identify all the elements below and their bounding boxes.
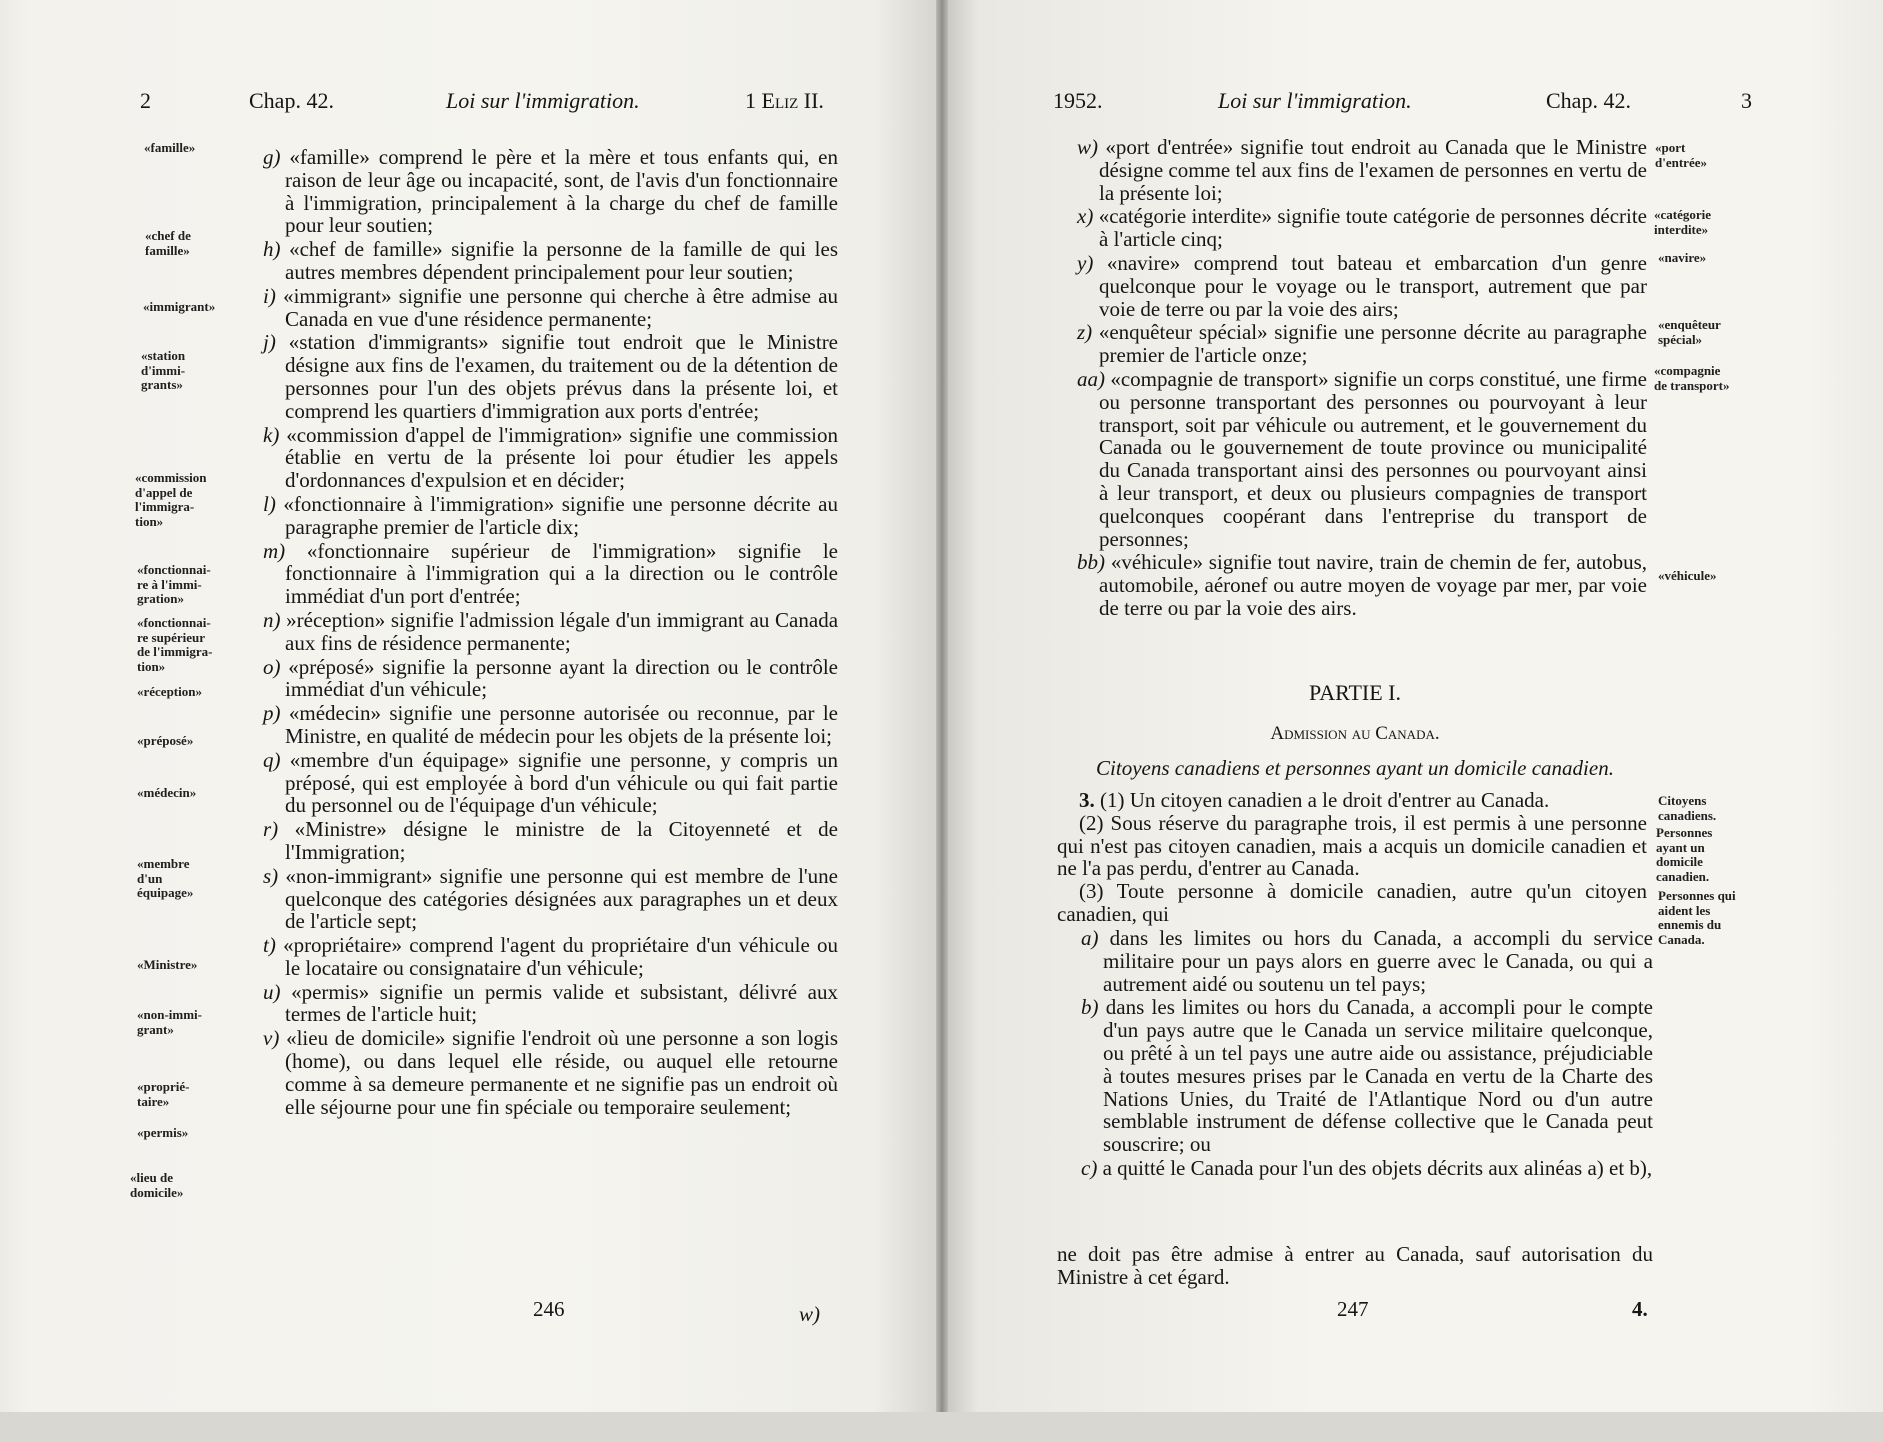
margin-note	[144, 141, 195, 156]
definition-entry	[263, 609, 838, 655]
margin-note-line: interdite»	[1654, 221, 1709, 237]
section-number: 3.	[1079, 788, 1095, 812]
margin-note-line: domicile»	[130, 1184, 184, 1200]
margin-note	[1658, 794, 1716, 823]
margin-note	[137, 1126, 188, 1141]
entry-label: m)	[263, 538, 286, 563]
entry-label: bb)	[1077, 550, 1105, 575]
entry-text: «préposé» signifie la personne ayant la direction ou le contrôle immédiat d'un véhicule;	[285, 654, 838, 702]
left-page-number: 2	[140, 88, 151, 113]
definition-entry	[263, 865, 838, 933]
margin-note-line: «famille»	[144, 140, 196, 155]
entry-label: y)	[1077, 250, 1094, 275]
margin-note-line: Citoyens	[1658, 793, 1707, 808]
entry-label: q)	[263, 747, 281, 772]
margin-note-line: «Ministre»	[137, 957, 198, 972]
definition-entry	[263, 331, 838, 422]
margin-note	[137, 857, 193, 901]
entry-label: c)	[1081, 1155, 1098, 1180]
entry-text: a quitté le Canada pour l'un des objets décrits aux alinéas a) et b),	[1102, 1155, 1653, 1180]
entry-text: «médecin» signifie une personne autorisée ou reconnue, par le Ministre, en qualité de médecin pour les objets de la présente loi;	[285, 701, 838, 748]
margin-note-line: «enquêteur	[1658, 317, 1721, 332]
entry-label: b)	[1081, 995, 1099, 1020]
entry-text: «immigrant» signifie une personne qui cherche à être admise au Canada en vue d'une résidence permanente;	[283, 283, 839, 331]
definition-entry	[263, 981, 838, 1027]
entry-text: «port d'entrée» signifie tout endroit au Canada que le Ministre désigne comme tel aux fins de l'examen de personnes en vertu de la présente loi;	[1099, 135, 1647, 205]
margin-note-line: grants»	[141, 377, 183, 392]
margin-note-line: tion»	[135, 513, 164, 529]
entry-label: o)	[263, 654, 281, 679]
margin-note	[143, 300, 215, 315]
definition-entry	[263, 1027, 838, 1118]
entry-text: «non-immigrant» signifie une personne qui est membre de l'une quelconque des catégories désignées aux paragraphes un et deux de l'article sept;	[285, 863, 839, 934]
right-running-title: Loi sur l'immigration.	[1218, 88, 1412, 113]
margin-note-line: famille»	[145, 242, 190, 258]
entry-text: «membre d'un équipage» signifie une personne, y compris un préposé, qui est employée à bord d'un véhicule ou qui fait partie du personnel ou de l'équipage d'un véhicule;	[285, 747, 838, 818]
entry-label: i)	[263, 283, 276, 308]
margin-note	[135, 471, 207, 529]
part-heading: PARTIE I.	[1309, 680, 1401, 705]
margin-note	[137, 958, 197, 973]
entry-label: z)	[1077, 320, 1093, 345]
margin-note-line: gration»	[137, 591, 184, 606]
margin-note-line: «véhicule»	[1658, 568, 1717, 583]
margin-note-line: canadiens.	[1658, 807, 1717, 823]
definition-entry	[1081, 996, 1653, 1156]
margin-note-line: d'entrée»	[1655, 154, 1707, 170]
margin-note	[1656, 826, 1712, 884]
left-footer-folio: 246	[533, 1297, 565, 1321]
left-chapter: Chap. 42.	[249, 88, 334, 113]
margin-note-line: «proprié-	[137, 1079, 190, 1094]
margin-note	[1658, 318, 1721, 347]
margin-note-line: d'appel de	[135, 484, 193, 500]
right-catchword: 4.	[1632, 1297, 1648, 1321]
margin-note-line: re supérieur	[137, 629, 205, 645]
margin-note-line: d'immi-	[141, 362, 186, 378]
book-gutter	[936, 0, 948, 1442]
definition-entry	[263, 424, 838, 492]
margin-note	[1658, 889, 1736, 947]
margin-note-line: Personnes	[1656, 825, 1713, 840]
entry-label: x)	[1077, 204, 1094, 229]
margin-note-line: grant»	[137, 1021, 174, 1037]
definition-entry	[1077, 368, 1647, 550]
margin-note-line: «navire»	[1658, 250, 1707, 265]
entry-label: r)	[263, 817, 279, 842]
left-running-title: Loi sur l'immigration.	[446, 88, 640, 113]
right-footer-folio: 247	[1337, 1297, 1369, 1321]
section-heading: Admission au Canada.	[1270, 723, 1440, 744]
definition-entry	[263, 493, 838, 539]
margin-note	[137, 1080, 189, 1109]
entry-text: «famille» comprend le père et la mère et tous enfants qui, en raison de leur âge ou incapacité, sont, de l'avis d'un fonctionnaire à l'immigration, principalement à la charge du chef de famille pour leur soutien;	[285, 145, 838, 238]
margin-note-line: «préposé»	[137, 733, 194, 748]
margin-note	[1658, 251, 1706, 266]
entry-label: g)	[263, 145, 281, 169]
entry-text: «commission d'appel de l'immigration» signifie une commission établie en vertu de la présente loi pour étudier les appels d'ordonnances d'expulsion et en décider;	[285, 422, 838, 493]
entry-label: t)	[263, 933, 276, 958]
margin-note-line: ayant un	[1656, 839, 1705, 855]
margin-note-line: «chef de	[145, 228, 191, 243]
margin-note	[141, 349, 185, 393]
definition-entry	[263, 656, 838, 702]
margin-note	[137, 734, 193, 749]
margin-note-line: spécial»	[1658, 331, 1703, 347]
definition-entry	[1077, 252, 1647, 320]
margin-note	[137, 685, 202, 700]
definition-entry	[1077, 551, 1647, 619]
entry-text: «chef de famille» signifie la personne de la famille de qui les autres membres dépendent principalement pour leur soutien;	[285, 237, 839, 284]
entry-text: dans les limites ou hors du Canada, a accompli du service militaire pour un pays alors en guerre avec le Canada, ou qui a autrement aidé ou soutenu un tel pays;	[1103, 926, 1653, 996]
definition-entry	[263, 749, 838, 817]
margin-note	[137, 1008, 202, 1037]
margin-note-line: l'immigra-	[135, 499, 195, 514]
margin-note	[1655, 141, 1707, 170]
left-definitions	[263, 146, 838, 1119]
margin-note-line: taire»	[137, 1093, 170, 1109]
margin-note-line: domicile	[1656, 854, 1703, 869]
margin-note-line: de l'immigra-	[137, 644, 213, 659]
definition-entry	[263, 702, 838, 748]
subsection-2: (2) Sous réserve du paragraphe trois, il est permis à une personne qui n'est pas citoyen canadien, mais a acquis un domicile canadien et ne l'a pas perdu, d'entrer au Canada.	[1057, 810, 1647, 881]
entry-text: «compagnie de transport» signifie un corps constitué, une firme ou personne transportant des personnes ou pourvoyant à leur transport, soit par véhicule ou autrement, et le gouvernement du Canada ou le gouvernement de toute province ou municipalité du Canada transportant ainsi des personnes ou pourvoyant ainsi à leur transport, et deux ou plusieurs compagnies de transport quelconques coopérant dans l'entreprise du transport de personnes;	[1099, 366, 1647, 551]
entry-label: k)	[263, 422, 280, 447]
entry-text: «enquêteur spécial» signifie une personne décrite au paragraphe premier de l'article onze;	[1098, 320, 1648, 368]
section-3	[1057, 789, 1647, 926]
entry-text: «Ministre» désigne le ministre de la Citoyenneté et de l'Immigration;	[285, 817, 839, 864]
entry-label: a)	[1081, 926, 1099, 950]
margin-note-line: «médecin»	[137, 785, 197, 800]
margin-note-line: d'un	[137, 870, 163, 886]
entry-text: »réception» signifie l'admission légale d'un immigrant au Canada aux fins de résidence permanente;	[285, 607, 839, 655]
entry-text: «fonctionnaire à l'immigration» signifie une personne décrite au paragraphe premier de l'article dix;	[283, 491, 839, 539]
entry-text: «véhicule» signifie tout navire, train de chemin de fer, autobus, automobile, aéronef ou autre moyen de voyage par mer, par voie de terre ou par la voie des airs.	[1099, 550, 1647, 620]
margin-note-line: «permis»	[137, 1125, 189, 1140]
margin-note-line: «réception»	[137, 684, 202, 699]
definition-entry	[263, 238, 838, 284]
margin-note	[137, 786, 196, 801]
definition-entry	[1077, 321, 1647, 367]
entry-label: w)	[1077, 135, 1098, 159]
entry-text: «station d'immigrants» signifie tout endroit que le Ministre désigne aux fins de l'examen, du traitement ou de la détention de personnes pour l'un des objets prévus dans la présente loi, et comprend les quartiers d'immigration aux ports d'entrée;	[285, 330, 839, 423]
margin-note-line: «port	[1655, 140, 1686, 155]
margin-note-line: «lieu de	[130, 1170, 173, 1185]
page-bottom-edge	[0, 1412, 1883, 1442]
margin-note-line: canadien.	[1656, 868, 1710, 884]
entry-text: «lieu de domicile» signifie l'endroit où une personne a son logis (home), ou dans lequel elle réside, ou auquel elle retourne comme à sa demeure permanente et ne signifie pas un endroit où elle séjourne pour une fin spéciale ou temporaire seulement;	[285, 1026, 839, 1119]
margin-note-line: de transport»	[1654, 377, 1730, 393]
definition-entry	[1081, 927, 1653, 995]
entry-text: «catégorie interdite» signifie toute catégorie de personnes décrite à l'article cinq;	[1098, 204, 1647, 252]
margin-note-line: «station	[141, 348, 186, 363]
margin-note	[1654, 364, 1729, 393]
margin-note	[1654, 208, 1711, 237]
definition-entry	[263, 540, 838, 608]
left-regnal-year: 1 Eliz II.	[745, 88, 824, 113]
right-chapter: Chap. 42.	[1546, 88, 1631, 113]
margin-note	[130, 1171, 183, 1200]
margin-note-line: «immigrant»	[143, 299, 216, 314]
margin-note-line: Personnes qui	[1658, 888, 1736, 903]
entry-label: l)	[263, 491, 276, 516]
left-catchword: w)	[799, 1302, 820, 1326]
right-page-number: 3	[1741, 88, 1752, 113]
definition-entry	[263, 146, 838, 237]
margin-note-line: «catégorie	[1654, 207, 1712, 222]
entry-text: «propriétaire» comprend l'agent du propriétaire d'un véhicule ou le locataire ou consignataire d'un véhicule;	[283, 933, 839, 980]
entry-text: dans les limites ou hors du Canada, a accompli pour le compte d'un pays autre que le Canada un service militaire quelconque, ou prêté à un tel pays une autre aide ou assistance, préjudiciable à toutes mesures prises par le Canada en vertu de la Charte des Nations Unies, du Traité de l'Atlantique Nord ou d'un autre semblable instrument de défense collective que le Canada peut souscrire; ou	[1103, 995, 1653, 1157]
closing-text: ne doit pas être admise à entrer au Canada, sauf autorisation du Ministre à cet égard.	[1057, 1242, 1653, 1289]
entry-label: p)	[263, 701, 281, 726]
margin-note-line: équipage»	[137, 885, 194, 900]
entry-label: h)	[263, 237, 281, 262]
margin-note-line: «compagnie	[1654, 363, 1721, 378]
margin-note-line: «non-immi-	[137, 1007, 202, 1022]
margin-note	[137, 563, 211, 607]
margin-note-line: «membre	[137, 856, 190, 871]
definition-entry	[263, 818, 838, 864]
entry-text: «navire» comprend tout bateau et embarcation d'un genre quelconque pour le voyage ou le transport, autrement que par voie de terre ou par la voie des airs;	[1099, 250, 1648, 321]
margin-note-line: re à l'immi-	[137, 576, 202, 592]
subsection-1: (1) Un citoyen canadien a le droit d'entrer au Canada.	[1100, 788, 1550, 812]
definition-entry	[263, 285, 838, 331]
entry-label: aa)	[1077, 366, 1105, 391]
entry-label: j)	[263, 330, 276, 355]
margin-note-line: aident les	[1658, 902, 1711, 918]
right-definitions	[1077, 136, 1647, 621]
definition-entry	[1081, 1157, 1653, 1180]
section-3-clauses	[1081, 927, 1653, 1181]
definition-entry	[1077, 205, 1647, 251]
entry-label: u)	[263, 979, 281, 1004]
margin-note-line: ennemis du	[1658, 917, 1722, 932]
subsection-3: (3) Toute personne à domicile canadien, autre qu'un citoyen canadien, qui	[1057, 879, 1647, 926]
margin-note-line: «commission	[135, 470, 207, 485]
subheading: Citoyens canadiens et personnes ayant un domicile canadien.	[1096, 756, 1614, 780]
right-year: 1952.	[1053, 88, 1103, 113]
margin-note-line: «fonctionnai-	[137, 615, 211, 630]
entry-label: n)	[263, 607, 281, 632]
margin-note	[137, 616, 212, 674]
definition-entry	[263, 934, 838, 980]
entry-text: «fonctionnaire supérieur de l'immigration» signifie le fonctionnaire à l'immigration qui a la direction ou le contrôle immédiat d'un port d'entrée;	[285, 538, 839, 609]
entry-text: «permis» signifie un permis valide et subsistant, délivré aux termes de l'article huit;	[285, 979, 839, 1027]
margin-note	[1658, 569, 1717, 584]
margin-note	[145, 229, 191, 258]
margin-note-line: «fonctionnai-	[137, 562, 211, 577]
margin-note-line: tion»	[137, 658, 166, 674]
definition-entry	[1077, 136, 1647, 204]
entry-label: v)	[263, 1026, 280, 1051]
margin-note-line: Canada.	[1658, 931, 1705, 947]
entry-label: s)	[263, 863, 279, 888]
